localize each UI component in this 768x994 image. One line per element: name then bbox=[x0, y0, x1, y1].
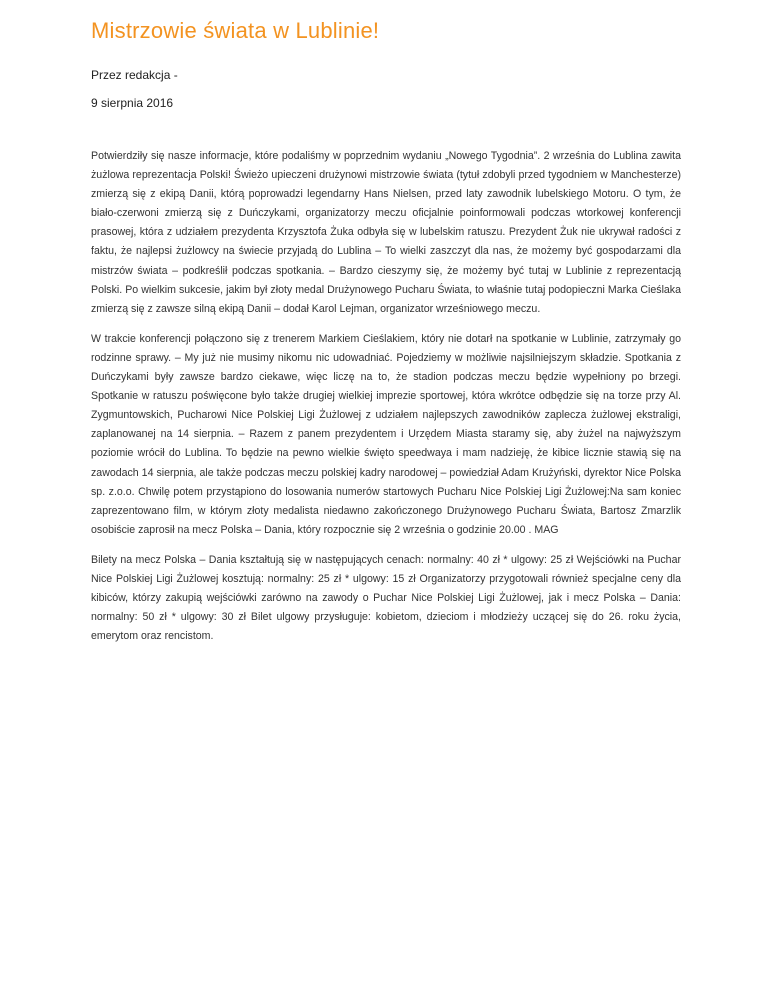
article-body bbox=[91, 147, 681, 657]
article-paragraph-1: Potwierdziły się nasze informacje, które podaliśmy w poprzednim wydaniu „Nowego Tygodnia”. 2 września do Lublina zawita żużlowa reprezentacja Polski! Świeżo upieczeni drużynowi mistrzowie świata (tytuł zdobyli przed tygodniem w Manchesterze) zmierzą się z ekipą Danii, którą poprowadzi legendarny Hans Nielsen, przed laty zawodnik lubelskiego Motoru. O tym, że biało-czerwoni zmierzą się z Duńczykami, organizatorzy meczu oficjalnie poinformowali podczas wtorkowej konferencji prasowej, która z udziałem prezydenta Krzysztofa Żuka odbyła się w lubelskim ratuszu. Prezydent Żuk nie ukrywał radości z faktu, że najlepsi żużlowcy na świecie przyjadą do Lublina – To wielki zaszczyt dla nas, że możemy być gospodarzami dla mistrzów świata – podkreślił podczas spotkania. – Bardzo cieszymy się, że możemy być tutaj w Lublinie z reprezentacją Polski. Po wielkim sukcesie, jakim był złoty medal Drużynowego Pucharu Świata, to właśnie tutaj podopieczni Marka Cieślaka zmierzą się z zawsze silną ekipą Danii – dodał Karol Lejman, organizator wrześniowego meczu. bbox=[91, 150, 681, 315]
article-title: Mistrzowie świata w Lublinie! bbox=[91, 18, 380, 43]
article-paragraph-3: Bilety na mecz Polska – Dania kształtują się w następujących cenach: normalny: 40 zł * ulgowy: 25 zł Wejściówki na Puchar Nice Polskiej Ligi Żużlowej kosztują: normalny: 25 zł * ulgowy: 15 zł Organizatorzy przygotowali również specjalne ceny dla kibiców, którzy zakupią wejściówki zarówno na zawody o Puchar Nice Polskiej Ligi Żużlowej, jak i mecz Polska – Dania: normalny: 50 zł * ulgowy: 30 zł Bilet ulgowy przysługuje: kobietom, dzieciom i młodzieży uczącej się do 26. roku życia, emerytom oraz rencistom. bbox=[91, 553, 681, 643]
article-author: Przez redakcja - bbox=[91, 68, 178, 82]
article-date: 9 sierpnia 2016 bbox=[91, 96, 174, 110]
article-paragraph-2: W trakcie konferencji połączono się z trenerem Markiem Cieślakiem, który nie dotarł na spotkanie w Lublinie, zatrzymały go rodzinne sprawy. – My już nie musimy nikomu nic udowadniać. Pojedziemy w możliwie najsilniejszym składzie. Spotkania z Duńczykami były zawsze bardzo ciekawe, więc liczę na to, że stadion podczas meczu będzie wypełniony po brzegi. Spotkanie w ratuszu poświęcone było także drugiej wielkiej imprezie sportowej, która wkrótce odbędzie się na torze przy Al. Zygmuntowskich, Pucharowi Nice Polskiej Ligi Żużlowej z udziałem najlepszych zawodników zaplecza żużlowej ekstraligi, zaplanowanej na 14 sierpnia. – Razem z panem prezydentem i Urzędem Miasta staramy się, aby żużel na najwyższym poziomie wrócił do Lublina. To będzie na pewno wielkie święto speedwaya i mam nadzieję, że kibice licznie stawią się na zawodach 14 sierpnia, ale także podczas meczu polskiej kadry narodowej – powiedział Adam Krużyński, dyrektor Nice Polska sp. z.o.o. Chwilę potem przystąpiono do losowania numerów startowych Pucharu Nice Polskiej Ligi Żużlowej:Na sam koniec zaprezentowano film, w którym złoty medalista niedawno zakończonego Drużynowego Pucharu Świata, Bartosz Zmarzlik osobiście zaprosił na mecz Polska – Dania, który rozpocznie się 2 września o godzinie 20.00 . MAG bbox=[91, 332, 681, 536]
